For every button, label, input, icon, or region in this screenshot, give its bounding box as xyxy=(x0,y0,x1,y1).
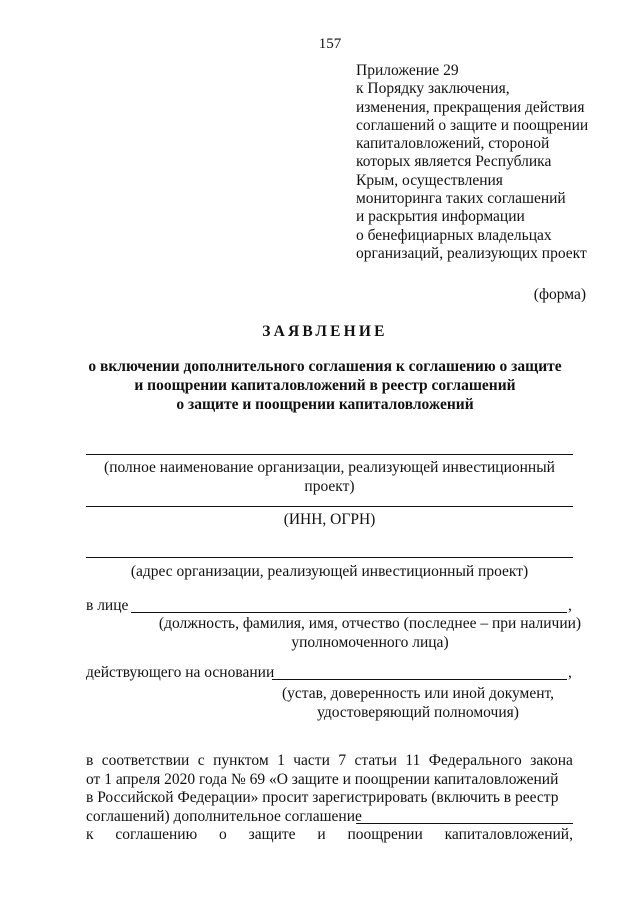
appendix-line: соглашений о защите и поощрении xyxy=(356,116,589,134)
basis-caption xyxy=(268,684,568,722)
appendix-line: Крым, осуществления xyxy=(356,171,503,189)
basis-field[interactable] xyxy=(272,679,567,680)
appendix-line: к Порядку заключения, xyxy=(356,80,510,98)
caption-line: удостоверяющий полномочия) xyxy=(317,704,519,721)
word: 7 xyxy=(338,752,347,769)
word: 11 xyxy=(405,752,421,769)
inn-ogrn-field[interactable] xyxy=(86,506,573,507)
word: соглашению xyxy=(115,826,198,844)
paragraph-line-2: от 1 апреля 2020 года № 69 «О защите и поощрении капиталовложений xyxy=(86,770,559,788)
appendix-line: о бенефициарных владельцах xyxy=(356,226,552,244)
word: части xyxy=(293,752,330,769)
document-title: ЗАЯВЛЕНИЕ xyxy=(262,323,388,340)
word: о xyxy=(219,826,227,844)
caption-line: (должность, фамилия, имя, отчество (последнее – при наличии) xyxy=(158,615,582,632)
additional-agreement-field[interactable] xyxy=(356,823,573,824)
appendix-line: Приложение 29 xyxy=(356,62,459,79)
appendix-line: которых является Республика xyxy=(356,153,552,171)
word: закона xyxy=(530,752,573,769)
basis-prefix: действующего на основании xyxy=(86,664,275,681)
word: с xyxy=(197,752,205,769)
word: статьи xyxy=(354,752,397,769)
caption-line: (полное наименование организации, реализующей инвестиционный xyxy=(104,459,555,476)
subtitle-line: и поощрении капиталовложений в реестр соглашений xyxy=(134,377,516,394)
address-caption: (адрес организации, реализующей инвестиционный проект) xyxy=(130,563,529,580)
appendix-line: организаций, реализующих проект xyxy=(356,244,587,262)
paragraph-line-1 xyxy=(86,752,573,771)
paragraph-line-4 xyxy=(86,808,573,827)
address-field[interactable] xyxy=(86,557,573,558)
word: и xyxy=(317,826,326,844)
basis-comma: , xyxy=(568,664,572,681)
statement-paragraph xyxy=(86,752,573,845)
appendix-line: изменения, прекращения действия xyxy=(356,98,585,116)
word: в xyxy=(86,752,94,769)
word: 1 xyxy=(277,752,285,769)
word: поощрении xyxy=(347,826,423,844)
representative-comma: , xyxy=(568,597,572,614)
paragraph-line-3: в Российской Федерации» просит зарегистрировать (включить в реестр xyxy=(86,789,559,807)
appendix-line: капиталовложений, стороной xyxy=(356,135,550,153)
word: защите xyxy=(248,826,296,844)
caption-line: уполномоченного лица) xyxy=(291,634,449,651)
representative-caption xyxy=(120,614,620,652)
subtitle-line: о включении дополнительного соглашения к соглашению о защите xyxy=(88,358,562,375)
appendix-line: мониторинга таких соглашений xyxy=(356,190,566,208)
paragraph-line-4-text: соглашений) дополнительное соглашение xyxy=(86,807,362,825)
caption-line: проект) xyxy=(304,478,355,495)
paragraph-line-5 xyxy=(86,826,573,845)
representative-prefix: в лице xyxy=(86,597,129,614)
caption-line: (устав, доверенность или иной документ, xyxy=(281,685,555,702)
org-name-caption xyxy=(86,458,573,496)
document-subtitle xyxy=(0,357,640,414)
subtitle-line: о защите и поощрении капиталовложений xyxy=(176,396,474,413)
org-name-field[interactable] xyxy=(86,454,573,455)
word: к xyxy=(86,826,94,844)
inn-ogrn-caption: (ИНН, ОГРН) xyxy=(283,511,376,528)
page-number: 157 xyxy=(318,36,342,52)
word: капиталовложений, xyxy=(444,826,573,844)
word: Федерального xyxy=(428,752,522,769)
appendix-line: и раскрытия информации xyxy=(356,208,525,226)
word: пунктом xyxy=(213,752,269,769)
form-label: (форма) xyxy=(533,286,586,303)
word: соответствии xyxy=(101,752,190,769)
representative-field[interactable] xyxy=(131,612,567,613)
appendix-block xyxy=(356,62,588,263)
